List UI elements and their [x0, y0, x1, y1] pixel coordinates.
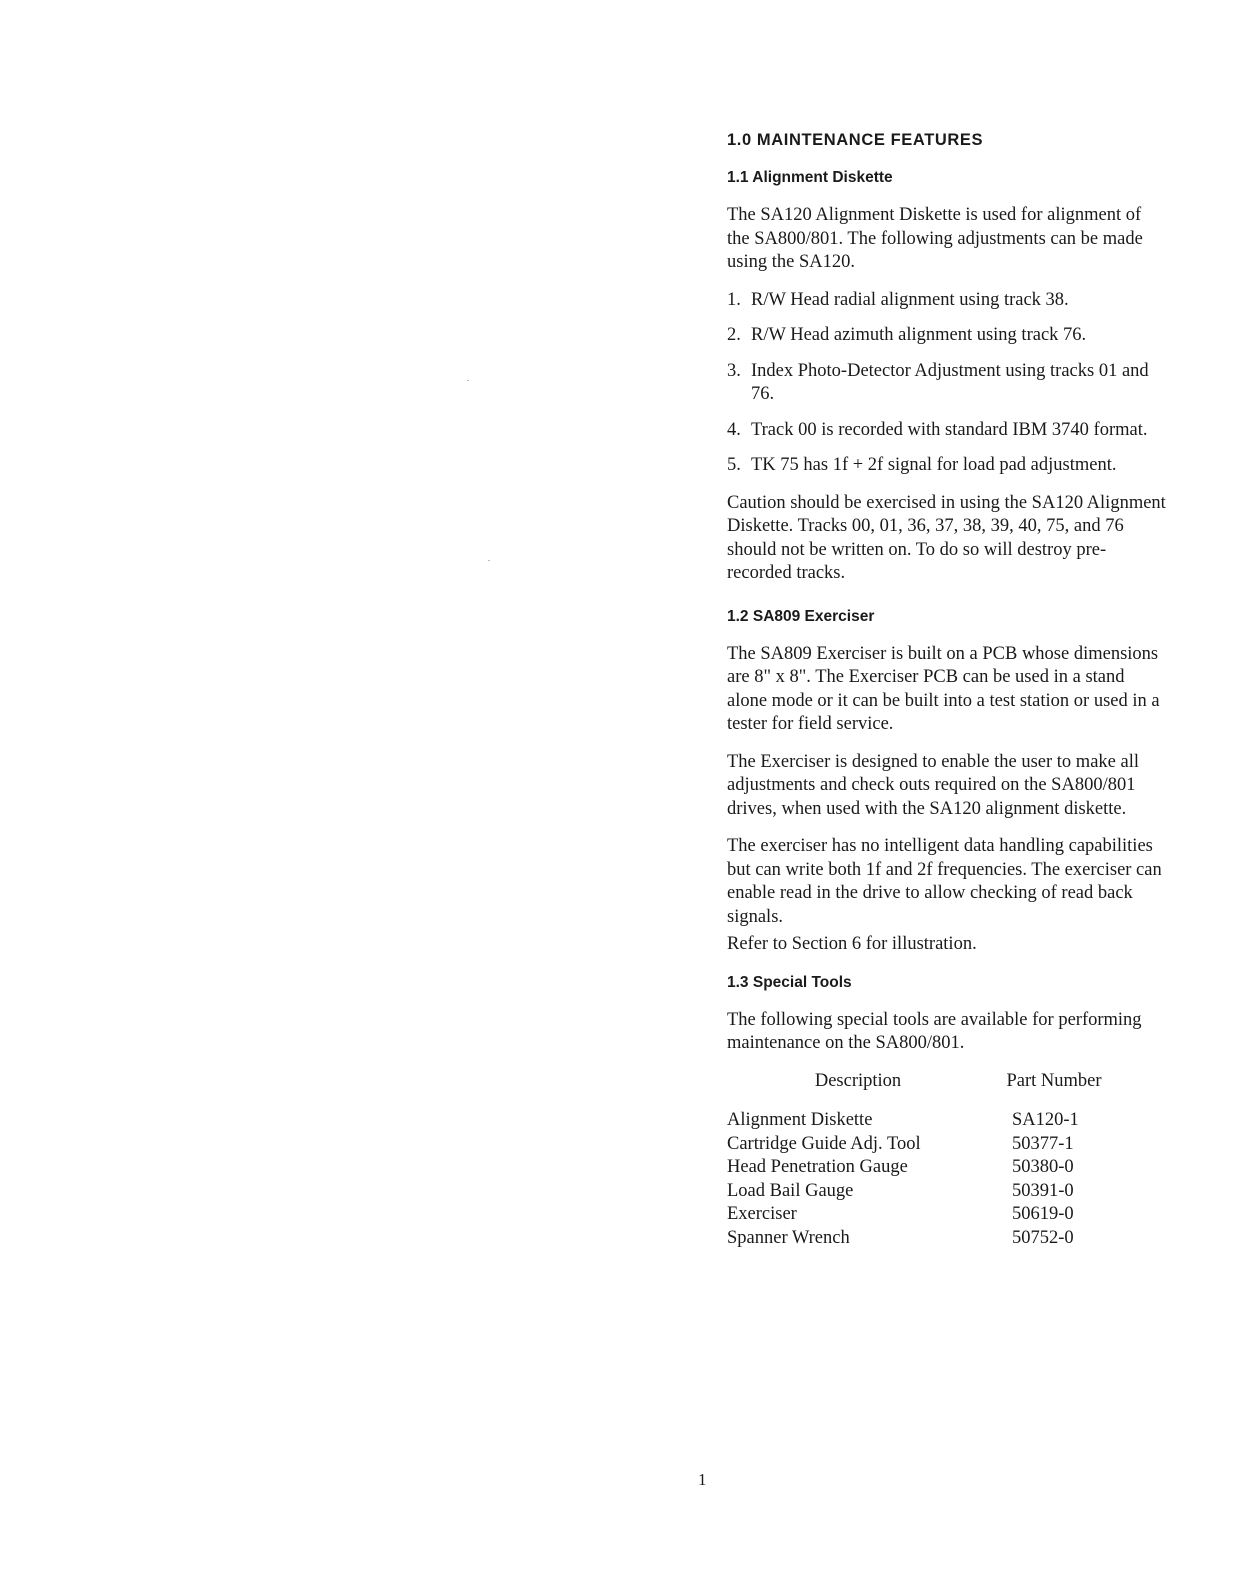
- tool-description: Alignment Diskette: [727, 1110, 873, 1130]
- table-row: [727, 1180, 1167, 1204]
- list-item: [727, 419, 1167, 443]
- scan-speck: [467, 380, 469, 381]
- column-header-description: Description: [814, 1070, 902, 1091]
- list-item: [727, 454, 1167, 478]
- table-row: [727, 1109, 1167, 1133]
- list-item: [727, 289, 1167, 313]
- section-heading: 1.0 MAINTENANCE FEATURES: [727, 131, 984, 149]
- column-header-part-number: Part Number: [1006, 1070, 1102, 1091]
- tool-description: Exerciser: [727, 1204, 797, 1224]
- scan-speck: [488, 560, 490, 561]
- table-header-row: [727, 1070, 1167, 1094]
- list-item-number: 1.: [727, 289, 741, 310]
- tool-part-number: SA120-1: [1012, 1110, 1079, 1130]
- tool-description: Load Bail Gauge: [727, 1180, 854, 1201]
- list-item-number: 3.: [727, 360, 741, 381]
- tool-part-number: 50377-1: [1012, 1133, 1074, 1154]
- alignment-diskette-intro: The SA120 Alignment Diskette is used for alignment of the SA800/801. The following adjustments can be made using the SA120.: [727, 205, 1143, 272]
- page-number: 1: [698, 1470, 707, 1489]
- list-item: [727, 360, 1167, 407]
- subsection-title-special-tools: 1.3 Special Tools: [727, 973, 852, 991]
- table-row: [727, 1156, 1167, 1180]
- caution-paragraph: Caution should be exercised in using the SA120 Alignment Diskette. Tracks 00, 01, 36, 37, 38, 39, 40, 75, and 76 should not be written on. To do so will destroy pre-recorded tracks.: [727, 492, 1166, 583]
- tool-description: Spanner Wrench: [727, 1227, 850, 1248]
- tool-description: Cartridge Guide Adj. Tool: [727, 1133, 921, 1154]
- text-column: [727, 128, 1167, 1250]
- tool-part-number: 50752-0: [1012, 1227, 1074, 1248]
- list-item: [727, 324, 1167, 348]
- tool-part-number: 50391-0: [1012, 1180, 1074, 1201]
- list-item-text: Track 00 is recorded with standard IBM 3740 format.: [751, 419, 1148, 440]
- table-row: [727, 1133, 1167, 1157]
- list-item-number: 5.: [727, 455, 741, 475]
- subsection-title-alignment-diskette: 1.1 Alignment Diskette: [727, 169, 893, 186]
- exerciser-paragraph-4: Refer to Section 6 for illustration.: [727, 934, 977, 954]
- list-item-text: Index Photo-Detector Adjustment using tracks 01 and 76.: [751, 360, 1149, 404]
- list-item-number: 2.: [727, 325, 741, 345]
- list-item-text: R/W Head azimuth alignment using track 76.: [751, 325, 1087, 345]
- table-row: [727, 1203, 1167, 1227]
- subsection-title-exerciser: 1.2 SA809 Exerciser: [727, 607, 875, 625]
- exerciser-paragraph-3: The exerciser has no intelligent data handling capabilities but can write both 1f and 2f frequencies. The exerciser can enable read in the drive to allow checking of read back signals.: [727, 836, 1162, 927]
- list-item-text: R/W Head radial alignment using track 38.: [751, 289, 1069, 310]
- special-tools-table: [727, 1070, 1167, 1251]
- adjustment-list: [727, 289, 1167, 478]
- tool-part-number: 50380-0: [1012, 1157, 1074, 1177]
- table-row: [727, 1227, 1167, 1251]
- exerciser-paragraph-2: The Exerciser is designed to enable the user to make all adjustments and check outs required on the SA800/801 drives, when used with the SA120 alignment diskette.: [727, 751, 1139, 819]
- exerciser-paragraph-1: The SA809 Exerciser is built on a PCB whose dimensions are 8" x 8". The Exerciser PCB can be used in a stand alone mode or it can be built into a test station or used in a tester for field service.: [727, 643, 1160, 734]
- special-tools-intro: The following special tools are available for performing maintenance on the SA800/801.: [727, 1009, 1142, 1053]
- list-item-text: TK 75 has 1f + 2f signal for load pad adjustment.: [751, 455, 1117, 475]
- list-item-number: 4.: [727, 419, 741, 440]
- tool-description: Head Penetration Gauge: [727, 1157, 908, 1177]
- tool-part-number: 50619-0: [1012, 1204, 1074, 1224]
